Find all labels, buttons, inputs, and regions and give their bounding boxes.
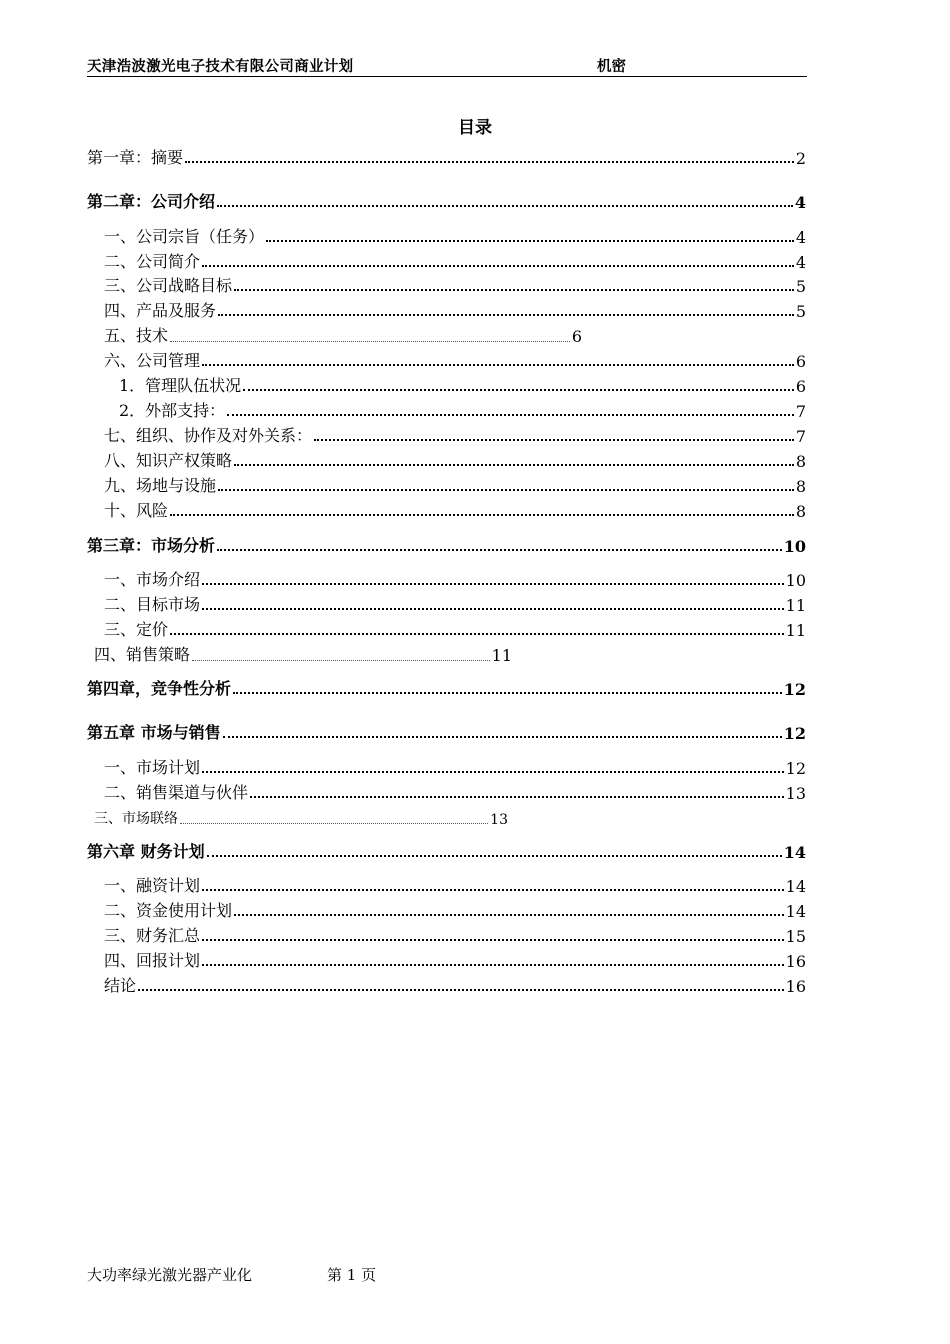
toc-entry-page: 14 (785, 877, 806, 896)
toc-entry-page: 16 (785, 977, 806, 996)
toc-entry-section[interactable] (104, 349, 806, 371)
toc-entry-page: 14 (785, 902, 806, 921)
toc-entry-label: 八、知识产权策略 (104, 451, 233, 470)
toc-entry-page: 15 (785, 927, 806, 946)
toc-entry-section[interactable] (104, 250, 806, 272)
toc-entry-chapter-5[interactable] (87, 721, 806, 743)
toc-entry-chapter-4[interactable] (87, 677, 806, 699)
toc-entry-label: 七、组织、协作及对外关系： (104, 426, 313, 445)
toc-entry-subsection[interactable] (119, 374, 806, 396)
toc-entry-label: 四、回报计划 (104, 951, 201, 970)
toc-entry-section[interactable] (104, 756, 806, 778)
toc-entry-label: 结论 (104, 976, 137, 995)
toc-leader-dots (202, 364, 794, 366)
footer-project-name: 大功率绿光激光器产业化 (87, 1266, 253, 1284)
toc-entry-section[interactable] (104, 324, 582, 346)
toc-entry-label: 第四章，竞争性分析 (87, 679, 232, 698)
toc-entry-page: 12 (783, 724, 806, 743)
toc-leader-dots (170, 341, 570, 342)
toc-entry-page: 11 (785, 596, 806, 615)
toc-entry-section[interactable] (104, 924, 806, 946)
toc-entry-section[interactable] (104, 499, 806, 521)
toc-leader-dots (227, 414, 794, 416)
toc-leader-dots (207, 855, 782, 857)
toc-leader-dots (234, 914, 784, 916)
toc-entry-label: 一、市场计划 (104, 758, 201, 777)
toc-leader-dots (217, 549, 782, 551)
toc-entry-label: 第一章：摘要 (87, 148, 184, 167)
toc-entry-page: 7 (795, 402, 806, 421)
toc-entry-page: 11 (785, 621, 806, 640)
toc-entry-label: 第二章：公司介绍 (87, 192, 216, 211)
toc-entry-section[interactable] (104, 781, 806, 803)
toc-leader-dots (218, 489, 794, 491)
toc-entry-label: 1．管理队伍状况 (119, 376, 242, 395)
toc-leader-dots (138, 989, 784, 991)
toc-leader-dots (218, 314, 794, 316)
toc-entry-chapter-6[interactable] (87, 840, 806, 862)
toc-entry-label: 二、目标市场 (104, 595, 201, 614)
toc-entry-section[interactable] (104, 299, 806, 321)
toc-leader-dots (234, 289, 794, 291)
toc-leader-dots (217, 205, 793, 207)
toc-entry-page: 6 (795, 377, 806, 396)
toc-leader-dots (266, 240, 794, 242)
toc-leader-dots (170, 633, 784, 635)
toc-entry-label: 九、场地与设施 (104, 476, 217, 495)
toc-entry-page: 12 (785, 759, 806, 778)
toc-entry-page: 5 (795, 302, 806, 321)
toc-entry-page: 16 (785, 952, 806, 971)
toc-entry-label: 第六章 财务计划 (87, 842, 205, 861)
toc-entry-section[interactable] (104, 568, 806, 590)
toc-entry-section[interactable] (104, 424, 806, 446)
toc-entry-label: 二、销售渠道与伙伴 (104, 783, 249, 802)
toc-entry-label: 十、风险 (104, 501, 169, 520)
toc-leader-dots (234, 464, 794, 466)
toc-entry-page: 10 (785, 571, 806, 590)
toc-leader-dots (202, 939, 784, 941)
page-header (87, 52, 807, 77)
toc-leader-dots (202, 771, 784, 773)
toc-entry-page: 4 (794, 193, 806, 212)
toc-entry-page: 12 (783, 680, 806, 699)
toc-leader-dots (314, 439, 794, 441)
toc-leader-dots (202, 583, 784, 585)
toc-entry-page: 11 (491, 646, 512, 665)
toc-leader-dots (202, 265, 794, 267)
header-company-title: 天津浩波激光电子技术有限公司商业计划 (87, 58, 354, 75)
toc-entry-label: 四、销售策略 (94, 645, 191, 664)
toc-entry-label: 三、财务汇总 (104, 926, 201, 945)
toc-entry-page: 13 (785, 784, 806, 803)
toc-entry-label: 一、公司宗旨（任务） (104, 227, 265, 246)
toc-leader-dots (185, 161, 794, 163)
toc-entry-label: 三、公司战略目标 (104, 276, 233, 295)
header-confidential-mark: 机密 (597, 58, 626, 75)
toc-entry-page: 5 (795, 277, 806, 296)
toc-entry-label: 四、产品及服务 (104, 301, 217, 320)
toc-leader-dots (202, 889, 784, 891)
toc-leader-dots (202, 964, 784, 966)
toc-entry-label: 一、融资计划 (104, 876, 201, 895)
toc-leader-dots (202, 608, 784, 610)
footer-page-number: 第 1 页 (327, 1266, 377, 1284)
toc-entry-section[interactable] (104, 899, 806, 921)
toc-entry-label: 五、技术 (104, 326, 169, 345)
toc-entry-section[interactable] (104, 949, 806, 971)
toc-entry-label: 一、市场介绍 (104, 570, 201, 589)
toc-entry-section[interactable] (104, 593, 806, 615)
toc-entry-section[interactable] (104, 474, 806, 496)
toc-entry-page: 4 (795, 253, 806, 272)
toc-leader-dots (243, 389, 794, 391)
toc-entry-page: 2 (795, 149, 806, 168)
toc-entry-page: 13 (490, 812, 508, 828)
toc-entry-section[interactable] (104, 618, 806, 640)
toc-entry-chapter-1[interactable] (87, 146, 806, 168)
toc-entry-label: 二、公司简介 (104, 252, 201, 271)
toc-entry-page: 8 (795, 452, 806, 471)
toc-entry-label: 六、公司管理 (104, 351, 201, 370)
toc-entry-page: 6 (571, 327, 582, 346)
toc-entry-label: 第三章：市场分析 (87, 536, 216, 555)
toc-entry-conclusion[interactable] (104, 974, 806, 996)
toc-entry-label: 三、市场联络 (94, 811, 178, 827)
toc-entry-page: 4 (795, 228, 806, 247)
toc-entry-subsection[interactable] (119, 399, 806, 421)
toc-entry-page: 10 (783, 537, 806, 556)
toc-entry-section[interactable] (104, 449, 806, 471)
toc-entry-page: 8 (795, 502, 806, 521)
toc-entry-page: 8 (795, 477, 806, 496)
toc-leader-dots (223, 736, 782, 738)
toc-entry-page: 6 (795, 352, 806, 371)
toc-entry-label: 二、资金使用计划 (104, 901, 233, 920)
toc-entry-page: 7 (795, 427, 806, 446)
toc-entry-chapter-3[interactable] (87, 534, 806, 556)
toc-entry-page: 14 (783, 843, 806, 862)
toc-entry-section[interactable] (94, 643, 512, 665)
toc-entry-label: 2．外部支持： (119, 401, 226, 420)
toc-leader-dots (180, 823, 488, 824)
toc-entry-section[interactable] (104, 874, 806, 896)
toc-entry-label: 第五章 市场与销售 (87, 723, 221, 742)
toc-leader-dots (250, 796, 784, 798)
toc-leader-dots (233, 692, 782, 694)
toc-entry-section[interactable] (94, 806, 508, 828)
toc-entry-label: 三、定价 (104, 620, 169, 639)
toc-entry-section[interactable] (104, 225, 806, 247)
toc-leader-dots (192, 660, 490, 661)
toc-title: 目录 (458, 118, 492, 138)
toc-leader-dots (170, 514, 794, 516)
toc-entry-chapter-2[interactable] (87, 190, 806, 212)
toc-entry-section[interactable] (104, 274, 806, 296)
